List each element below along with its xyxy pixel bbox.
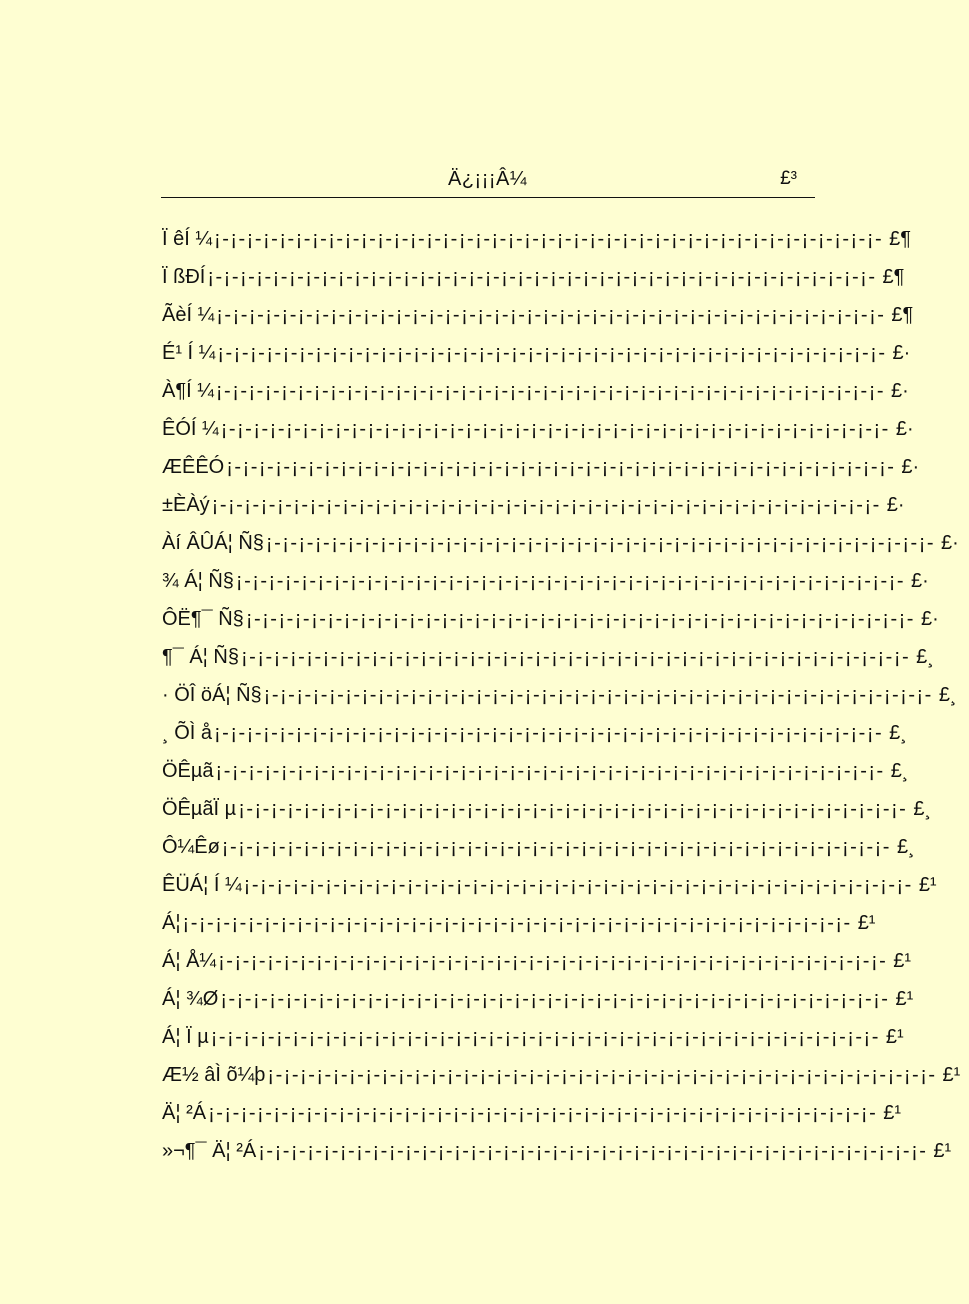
toc-entry-page-number: £· [892,342,911,364]
toc-entry[interactable] [162,1020,904,1058]
toc-entry[interactable] [162,222,912,260]
toc-dot-leader: ¡-¡-¡-¡-¡-¡-¡-¡-¡-¡-¡-¡-¡-¡-¡-¡-¡-¡-¡-¡-¡-¡-¡-¡-¡-¡-¡-¡-¡-¡-¡-¡-¡-¡-¡-¡-¡-¡-¡-¡-¡- [245,608,915,630]
toc-entry-label: »¬¶¯ Ä¦ ²Á [162,1140,257,1162]
toc-entry-label: Æ½ âÌ õ¼þ [162,1064,266,1086]
toc-dot-leader: ¡-¡-¡-¡-¡-¡-¡-¡-¡-¡-¡-¡-¡-¡-¡-¡-¡-¡-¡-¡-¡-¡-¡-¡-¡-¡-¡-¡-¡-¡-¡-¡-¡-¡-¡-¡-¡-¡-¡-¡-¡- [214,722,884,744]
toc-entry-label: É¹ Í ¼ [162,342,216,364]
toc-entry-label: · ÖÎ öÁ¦ Ñ§ [162,684,262,706]
toc-entry[interactable] [162,868,937,906]
toc-dot-leader: ¡-¡-¡-¡-¡-¡-¡-¡-¡-¡-¡-¡-¡-¡-¡-¡-¡-¡-¡-¡-¡-¡-¡-¡-¡-¡-¡-¡-¡-¡-¡-¡-¡-¡-¡-¡-¡-¡-¡-¡-¡- [238,798,908,820]
toc-dot-leader: ¡-¡-¡-¡-¡-¡-¡-¡-¡-¡-¡-¡-¡-¡-¡-¡-¡-¡-¡-¡-¡-¡-¡-¡-¡-¡-¡-¡-¡-¡-¡-¡-¡-¡-¡-¡-¡-¡-¡-¡-¡- [263,684,933,706]
toc-entry-page-number: £¹ [857,912,876,934]
toc-entry-page-number: £¹ [918,874,937,896]
toc-dot-leader: ¡-¡-¡-¡-¡-¡-¡-¡-¡-¡-¡-¡-¡-¡-¡-¡-¡-¡-¡-¡-¡-¡-¡-¡-¡-¡-¡-¡-¡-¡-¡-¡-¡-¡-¡-¡-¡-¡-¡-¡-¡- [226,456,896,478]
toc-entry[interactable] [162,564,929,602]
toc-dot-leader: ¡-¡-¡-¡-¡-¡-¡-¡-¡-¡-¡-¡-¡-¡-¡-¡-¡-¡-¡-¡-¡-¡-¡-¡-¡-¡-¡-¡-¡-¡-¡-¡-¡-¡-¡-¡-¡-¡-¡-¡-¡- [215,760,885,782]
toc-entry-label: ÊÜÁ¦ Í ¼ [162,874,242,896]
toc-entry-page-number: £¶ [882,266,905,288]
toc-entry-label: ÔË¶¯ Ñ§ [162,608,244,630]
toc-entry[interactable] [162,336,911,374]
toc-dot-leader: ¡-¡-¡-¡-¡-¡-¡-¡-¡-¡-¡-¡-¡-¡-¡-¡-¡-¡-¡-¡-¡-¡-¡-¡-¡-¡-¡-¡-¡-¡-¡-¡-¡-¡-¡-¡-¡-¡-¡-¡-¡- [207,266,877,288]
toc-dot-leader: ¡-¡-¡-¡-¡-¡-¡-¡-¡-¡-¡-¡-¡-¡-¡-¡-¡-¡-¡-¡-¡-¡-¡-¡-¡-¡-¡-¡-¡-¡-¡-¡-¡-¡-¡-¡-¡-¡-¡-¡-¡- [182,912,852,934]
toc-entry-label: ¶¯ Á¦ Ñ§ [162,646,240,668]
toc-dot-leader: ¡-¡-¡-¡-¡-¡-¡-¡-¡-¡-¡-¡-¡-¡-¡-¡-¡-¡-¡-¡-¡-¡-¡-¡-¡-¡-¡-¡-¡-¡-¡-¡-¡-¡-¡-¡-¡-¡-¡-¡-¡- [211,494,881,516]
toc-dot-leader: ¡-¡-¡-¡-¡-¡-¡-¡-¡-¡-¡-¡-¡-¡-¡-¡-¡-¡-¡-¡-¡-¡-¡-¡-¡-¡-¡-¡-¡-¡-¡-¡-¡-¡-¡-¡-¡-¡-¡-¡-¡- [220,418,890,440]
toc-dot-leader: ¡-¡-¡-¡-¡-¡-¡-¡-¡-¡-¡-¡-¡-¡-¡-¡-¡-¡-¡-¡-¡-¡-¡-¡-¡-¡-¡-¡-¡-¡-¡-¡-¡-¡-¡-¡-¡-¡-¡-¡-¡- [217,342,887,364]
toc-entry-label: ¸ ÕÌ å [162,722,213,744]
toc-entry-page-number: £¸ [889,722,907,744]
toc-entry-page-number: £¸ [890,760,909,782]
toc-entry-page-number: £¸ [896,836,915,858]
toc-entry[interactable] [162,374,909,412]
toc-dot-leader: ¡-¡-¡-¡-¡-¡-¡-¡-¡-¡-¡-¡-¡-¡-¡-¡-¡-¡-¡-¡-¡-¡-¡-¡-¡-¡-¡-¡-¡-¡-¡-¡-¡-¡-¡-¡-¡-¡-¡-¡-¡- [218,950,888,972]
toc-entry-page-number: £¶ [889,228,912,250]
toc-dot-leader: ¡-¡-¡-¡-¡-¡-¡-¡-¡-¡-¡-¡-¡-¡-¡-¡-¡-¡-¡-¡-¡-¡-¡-¡-¡-¡-¡-¡-¡-¡-¡-¡-¡-¡-¡-¡-¡-¡-¡-¡-¡- [221,836,891,858]
toc-entry-page-number: £· [920,608,939,630]
toc-entry[interactable] [162,1058,961,1096]
toc-dot-leader: ¡-¡-¡-¡-¡-¡-¡-¡-¡-¡-¡-¡-¡-¡-¡-¡-¡-¡-¡-¡-¡-¡-¡-¡-¡-¡-¡-¡-¡-¡-¡-¡-¡-¡-¡-¡-¡-¡-¡-¡-¡- [215,380,886,402]
toc-dot-leader: ¡-¡-¡-¡-¡-¡-¡-¡-¡-¡-¡-¡-¡-¡-¡-¡-¡-¡-¡-¡-¡-¡-¡-¡-¡-¡-¡-¡-¡-¡-¡-¡-¡-¡-¡-¡-¡-¡-¡-¡-¡- [241,646,911,668]
toc-dot-leader: ¡-¡-¡-¡-¡-¡-¡-¡-¡-¡-¡-¡-¡-¡-¡-¡-¡-¡-¡-¡-¡-¡-¡-¡-¡-¡-¡-¡-¡-¡-¡-¡-¡-¡-¡-¡-¡-¡-¡-¡-¡- [208,1102,878,1124]
toc-entry[interactable] [162,830,915,868]
toc-entry-label: À¶Í ¼ [162,380,214,402]
toc-dot-leader: ¡-¡-¡-¡-¡-¡-¡-¡-¡-¡-¡-¡-¡-¡-¡-¡-¡-¡-¡-¡-¡-¡-¡-¡-¡-¡-¡-¡-¡-¡-¡-¡-¡-¡-¡-¡-¡-¡-¡-¡-¡- [210,1026,880,1048]
toc-entry-label: Á¦ Ï µ [162,1026,209,1048]
toc-dot-leader: ¡-¡-¡-¡-¡-¡-¡-¡-¡-¡-¡-¡-¡-¡-¡-¡-¡-¡-¡-¡-¡-¡-¡-¡-¡-¡-¡-¡-¡-¡-¡-¡-¡-¡-¡-¡-¡-¡-¡-¡-¡- [235,570,906,592]
toc-entry[interactable] [162,602,939,640]
toc-entry[interactable] [162,260,905,298]
toc-entry-label: Ï ßÐÍ [162,266,206,288]
table-of-contents [162,222,961,1172]
toc-entry-page-number: £¹ [885,1026,904,1048]
toc-entry[interactable] [162,678,957,716]
toc-entry[interactable] [162,716,907,754]
toc-entry-label: Ä¦ ²Á [162,1102,207,1124]
toc-entry[interactable] [162,906,876,944]
toc-entry-label: Á¦ ¾Ø [162,988,219,1010]
toc-entry[interactable] [162,944,912,982]
toc-entry-page-number: £¹ [883,1102,902,1124]
toc-dot-leader: ¡-¡-¡-¡-¡-¡-¡-¡-¡-¡-¡-¡-¡-¡-¡-¡-¡-¡-¡-¡-¡-¡-¡-¡-¡-¡-¡-¡-¡-¡-¡-¡-¡-¡-¡-¡-¡-¡-¡-¡-¡- [216,304,886,326]
toc-entry[interactable] [162,526,959,564]
toc-entry-label: ÆÊÊÓ [162,456,225,478]
toc-dot-leader: ¡-¡-¡-¡-¡-¡-¡-¡-¡-¡-¡-¡-¡-¡-¡-¡-¡-¡-¡-¡-¡-¡-¡-¡-¡-¡-¡-¡-¡-¡-¡-¡-¡-¡-¡-¡-¡-¡-¡-¡-¡- [265,532,936,554]
toc-entry-page-number: £· [941,532,959,554]
toc-entry-label: Á¦ Å¼ [162,950,217,972]
toc-entry-page-number: £· [895,418,914,440]
toc-entry-page-number: £¸ [938,684,957,706]
toc-entry-label: Ï êÍ ¼ [162,228,213,250]
toc-entry-page-number: £¹ [942,1064,961,1086]
toc-entry[interactable] [162,412,914,450]
toc-entry-label: Á¦ [162,912,181,934]
toc-entry-page-number: £· [901,456,920,478]
toc-entry-label: ÖÊµã [162,760,214,782]
toc-entry-page-number: £· [911,570,929,592]
toc-entry[interactable] [162,754,909,792]
toc-entry-label: Àí ÂÛÁ¦ Ñ§ [162,532,264,554]
toc-entry-page-number: £· [886,494,905,516]
toc-entry-label: ±ÈÀý [162,494,210,516]
toc-dot-leader: ¡-¡-¡-¡-¡-¡-¡-¡-¡-¡-¡-¡-¡-¡-¡-¡-¡-¡-¡-¡-¡-¡-¡-¡-¡-¡-¡-¡-¡-¡-¡-¡-¡-¡-¡-¡-¡-¡-¡-¡-¡- [267,1064,937,1086]
toc-entry-label: Ô¼Êø [162,836,220,858]
toc-entry-label: ÊÓÍ ¼ [162,418,219,440]
toc-entry[interactable] [162,1096,902,1134]
toc-entry-page-number: £¸ [916,646,934,668]
toc-entry-label: ¾ Á¦ Ñ§ [162,570,234,592]
toc-entry-page-number: £¸ [913,798,932,820]
toc-entry[interactable] [162,450,920,488]
header-title: Ä¿¡¡¡Â¼ [448,168,528,190]
toc-entry[interactable] [162,1134,952,1172]
toc-entry-page-number: £· [891,380,909,402]
toc-entry[interactable] [162,298,914,336]
toc-entry-label: ÖÊµãÏ µ [162,798,237,820]
toc-entry-label: ÃèÍ ¼ [162,304,215,326]
toc-dot-leader: ¡-¡-¡-¡-¡-¡-¡-¡-¡-¡-¡-¡-¡-¡-¡-¡-¡-¡-¡-¡-¡-¡-¡-¡-¡-¡-¡-¡-¡-¡-¡-¡-¡-¡-¡-¡-¡-¡-¡-¡-¡- [220,988,890,1010]
toc-entry-page-number: £¹ [893,950,912,972]
toc-entry[interactable] [162,792,932,830]
running-header [161,163,815,198]
toc-dot-leader: ¡-¡-¡-¡-¡-¡-¡-¡-¡-¡-¡-¡-¡-¡-¡-¡-¡-¡-¡-¡-¡-¡-¡-¡-¡-¡-¡-¡-¡-¡-¡-¡-¡-¡-¡-¡-¡-¡-¡-¡-¡- [243,874,913,896]
toc-entry-page-number: £¶ [891,304,914,326]
toc-dot-leader: ¡-¡-¡-¡-¡-¡-¡-¡-¡-¡-¡-¡-¡-¡-¡-¡-¡-¡-¡-¡-¡-¡-¡-¡-¡-¡-¡-¡-¡-¡-¡-¡-¡-¡-¡-¡-¡-¡-¡-¡-¡- [214,228,884,250]
toc-entry[interactable] [162,488,905,526]
toc-entry-page-number: £¹ [933,1140,952,1162]
header-page-number: £³ [780,168,797,189]
toc-entry-page-number: £¹ [895,988,914,1010]
toc-dot-leader: ¡-¡-¡-¡-¡-¡-¡-¡-¡-¡-¡-¡-¡-¡-¡-¡-¡-¡-¡-¡-¡-¡-¡-¡-¡-¡-¡-¡-¡-¡-¡-¡-¡-¡-¡-¡-¡-¡-¡-¡-¡- [258,1140,928,1162]
toc-entry[interactable] [162,640,934,678]
toc-entry[interactable] [162,982,914,1020]
